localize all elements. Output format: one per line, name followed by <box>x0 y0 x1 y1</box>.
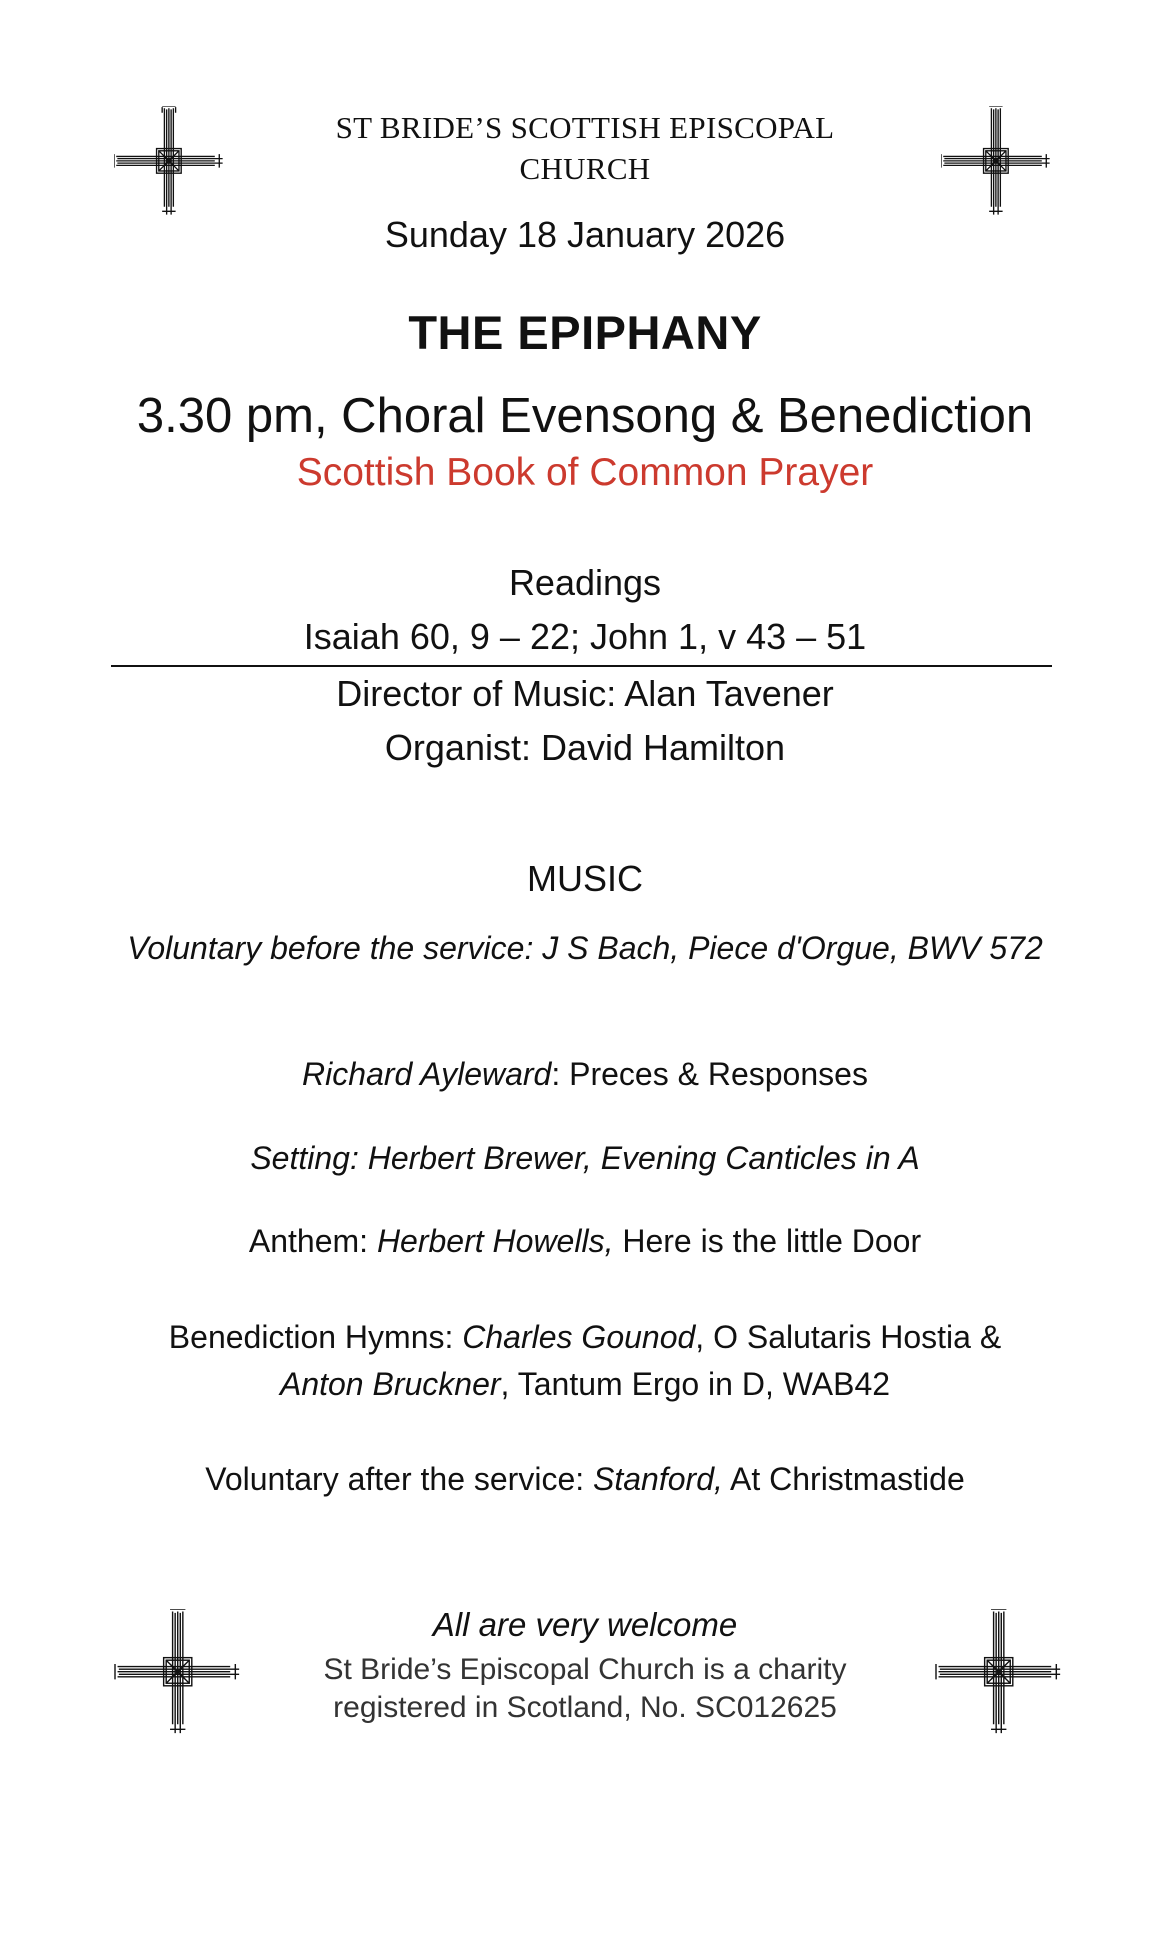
canticles-setting: Setting: Herbert Brewer, Evening Canticles in A <box>250 1140 920 1176</box>
service-title: 3.30 pm, Choral Evensong & Benediction <box>136 389 1034 443</box>
voluntary-before: Voluntary before the service: J S Bach, Piece d'Orgue, BWV 572 <box>127 930 1043 966</box>
charity-notice: St Bride’s Episcopal Church is a charity registered in Scotland, No. SC012625 <box>323 1653 847 1724</box>
service-date: Sunday 18 January 2026 <box>384 214 786 255</box>
divider <box>111 665 1052 667</box>
church-name: ST BRIDE’S SCOTTISH EPISCOPAL CHURCH <box>335 110 835 186</box>
anthem: Anthem: Herbert Howells, Here is the little Door <box>248 1223 922 1259</box>
feast-title: THE EPIPHANY <box>408 306 762 359</box>
readings-text: Isaiah 60, 9 – 22; John 1, v 43 – 51 <box>303 616 867 657</box>
benediction-hymns: Benediction Hymns: Charles Gounod, O Salutaris Hostia & Anton Bruckner, Tantum Ergo in D, WAB42 <box>168 1319 1002 1402</box>
director-of-music: Director of Music: Alan Tavener <box>336 673 834 714</box>
voluntary-after: Voluntary after the service: Stanford, At Christmastide <box>205 1461 965 1497</box>
readings-heading: Readings <box>508 562 662 603</box>
preces-responses: Richard Ayleward: Preces & Responses <box>302 1056 868 1092</box>
brigid-cross-icon <box>114 106 226 218</box>
prayer-book: Scottish Book of Common Prayer <box>296 451 874 494</box>
brigid-cross-icon <box>941 106 1053 218</box>
music-heading: MUSIC <box>527 858 643 899</box>
organist: Organist: David Hamilton <box>384 727 786 768</box>
welcome-message: All are very welcome <box>432 1606 738 1643</box>
